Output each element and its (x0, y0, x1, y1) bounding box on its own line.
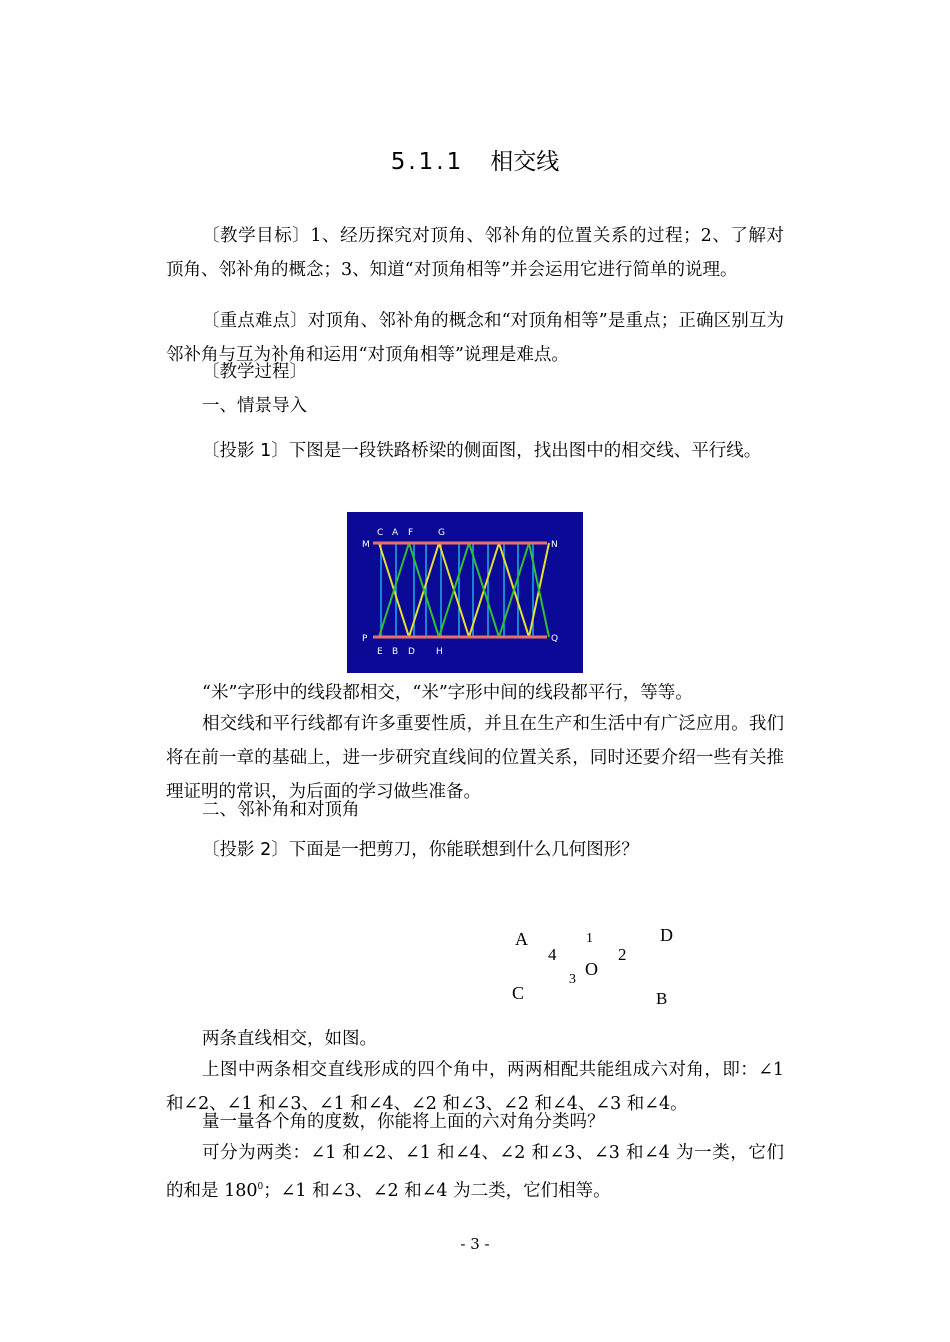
angle-pairs-paragraph: 上图中两条相交直线形成的四个角中，两两相配共能组成六对角，即：∠1 和∠2、∠1 和∠3、∠1 和∠4、∠2 和∠3、∠2 和∠4、∠3 和∠4。 (166, 1060, 784, 1114)
label-p: P (362, 634, 368, 644)
label-m: M (362, 540, 370, 550)
intersecting-lines-figure (500, 925, 690, 1015)
page-title (0, 143, 950, 176)
section-title: 相交线 (490, 149, 560, 175)
key-points: 〔重点难点〕对顶角、邻补角的概念和“对顶角相等”是重点；正确区别互为邻补角与互为补角和运用“对顶角相等”说理是难点。 (166, 311, 784, 365)
angle-4-label: 4 (548, 945, 557, 964)
teaching-objectives: 〔教学目标〕1、经历探究对顶角、邻补角的位置关系的过程；2、了解对顶角、邻补角的概念；3、知道“对顶角相等”并会运用它进行简单的说理。 (166, 226, 784, 280)
section-number: 5.1.1 (390, 149, 465, 175)
projection-1-text: 下图是一段铁路桥梁的侧面图，找出图中的相交线、平行线。 (288, 441, 762, 461)
label-g: G (438, 528, 445, 538)
railway-bridge-figure (347, 512, 583, 673)
label-e: E (377, 647, 383, 657)
label-d: D (408, 647, 415, 657)
angle-3-label: 3 (569, 972, 576, 987)
importance-paragraph: 相交线和平行线都有许多重要性质，并且在生产和生活中有广泛应用。我们将在前一章的基础上，进一步研究直线间的位置关系，同时还要介绍一些有关推理证明的常识，为后面的学习做些准备。 (166, 714, 784, 802)
projection-2 (166, 833, 784, 867)
point-b-label: B (656, 989, 668, 1008)
section-heading-2: 二、邻补角和对顶角 (202, 800, 360, 820)
point-o-label: O (585, 959, 598, 979)
projection-1-tag: 〔投影 1〕 (202, 441, 289, 461)
label-q: Q (551, 634, 559, 644)
projection-1 (166, 427, 784, 475)
page-number: - 3 - (460, 1235, 490, 1253)
label-c: C (377, 528, 384, 538)
projection-2-text: 下面是一把剪刀，你能联想到什么几何图形？ (288, 840, 639, 860)
label-f: F (408, 528, 414, 538)
classify-text-tail: ；∠1 和∠3、∠2 和∠4 为二类，它们相等。 (263, 1180, 611, 1201)
degree-superscript: 0 (257, 1182, 264, 1192)
mi-paragraph: “米”字形中的线段都相交，“米”字形中间的线段都平行，等等。 (202, 683, 693, 703)
point-a-label: A (515, 929, 528, 949)
label-n: N (551, 540, 558, 550)
process-label: 〔教学过程〕 (202, 362, 307, 382)
intersect-paragraph: 两条直线相交，如图。 (202, 1029, 377, 1049)
classify-paragraph (166, 1136, 784, 1208)
angle-2-label: 2 (618, 945, 627, 964)
point-d-label: D (660, 925, 673, 945)
label-a: A (392, 528, 399, 538)
angle-1-label: 1 (586, 931, 593, 946)
label-b: B (392, 647, 399, 657)
classify-text: 可分为两类：∠1 和∠2、∠1 和∠4、∠2 和∠3、∠3 和∠4 为一类，它们的和是 180 (166, 1143, 784, 1201)
measure-paragraph: 量一量各个角的度数，你能将上面的六对角分类吗？ (202, 1112, 605, 1132)
section-heading-1: 一、情景导入 (202, 396, 307, 416)
projection-2-tag: 〔投影 2〕 (202, 840, 289, 860)
label-h: H (436, 647, 443, 657)
point-c-label: C (512, 983, 525, 1003)
